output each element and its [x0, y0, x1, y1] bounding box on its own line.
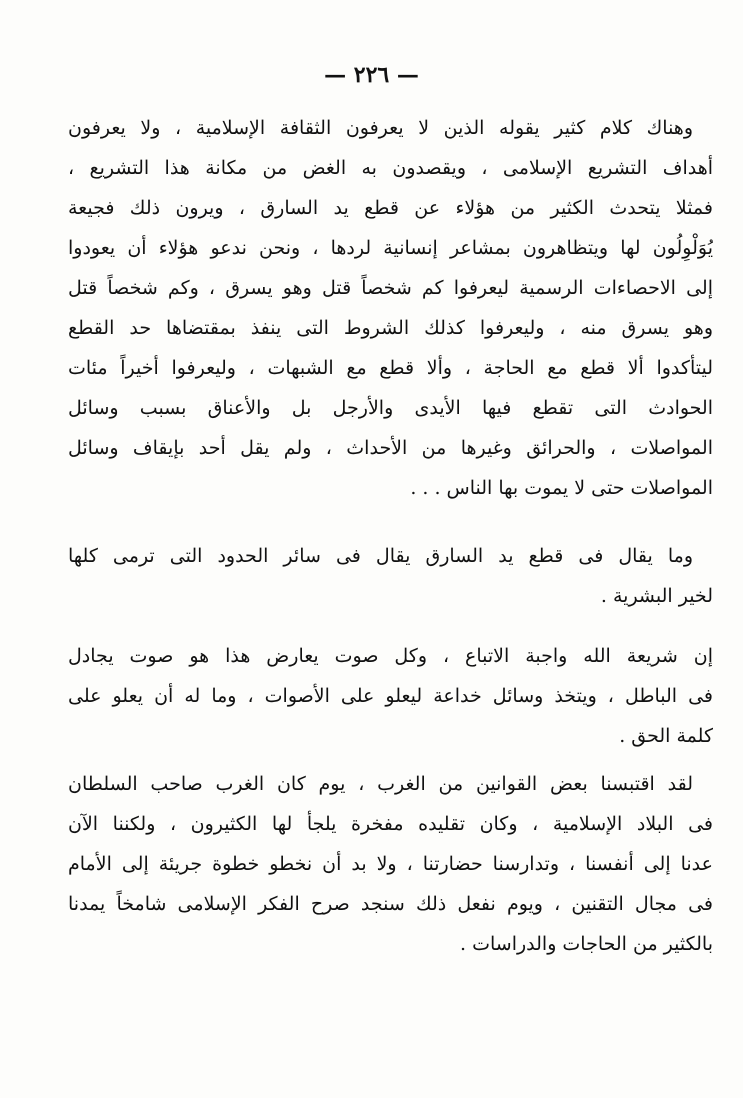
text-line: فى الباطل ، ويتخذ وسائل خداعة ليعلو على الأصوات ، وما له أن يعلو على [68, 685, 713, 707]
paragraph-1 [68, 108, 713, 508]
text-line: ليتأكدوا ألا قطع مع الحاجة ، وألا قطع مع الشبهات ، وليعرفوا أخيراً مئات [68, 357, 713, 379]
text-line: المواصلات ، والحرائق وغيرها من الأحداث ، ولم يقل أحد بإيقاف وسائل [68, 437, 713, 459]
text-line: وما يقال فى قطع يد السارق يقال فى سائر الحدود التى ترمى كلها [68, 545, 693, 567]
text-line: لقد اقتبسنا بعض القوانين من الغرب ، يوم كان الغرب صاحب السلطان [68, 773, 693, 795]
paragraph-3 [68, 636, 713, 756]
text-line: المواصلات حتى لا يموت بها الناس . . . [410, 477, 713, 499]
text-line: عدنا إلى أنفسنا ، وتدارسنا حضارتنا ، ولا بد أن نخطو خطوة جريئة إلى الأمام [68, 853, 713, 875]
text-line: إلى الاحصاءات الرسمية ليعرفوا كم شخصاً قتل وهو يسرق ، وكم شخصاً قتل [68, 277, 713, 299]
text-line: بالكثير من الحاجات والدراسات . [460, 933, 713, 955]
page-number: — ٢٢٦ — [324, 62, 419, 88]
paragraph-2 [68, 536, 713, 616]
text-line: فمثلا يتحدث الكثير من هؤلاء عن قطع يد السارق ، ويرون ذلك فجيعة [68, 197, 713, 219]
text-line: فى البلاد الإسلامية ، وكان تقليده مفخرة يلجأ لها الكثيرون ، ولكننا الآن [68, 813, 713, 835]
text-line: الحوادث التى تقطع فيها الأيدى والأرجل بل والأعناق بسبب وسائل [68, 397, 713, 419]
text-line: كلمة الحق . [619, 725, 713, 747]
text-line: يُوَلْوِلُون لها ويتظاهرون بمشاعر إنسانية لردها ، ونحن ندعو هؤلاء أن يعودوا [68, 237, 713, 259]
text-line: وهناك كلام كثير يقوله الذين لا يعرفون الثقافة الإسلامية ، ولا يعرفون [68, 117, 693, 139]
text-line: إن شريعة الله واجبة الاتباع ، وكل صوت يعارض هذا هو صوت يجادل [68, 645, 713, 667]
text-line: أهداف التشريع الإسلامى ، ويقصدون به الغض من مكانة هذا التشريع ، [68, 157, 713, 179]
paragraph-4 [68, 764, 713, 964]
text-line: وهو يسرق منه ، وليعرفوا كذلك الشروط التى ينفذ بمقتضاها حد القطع [68, 317, 713, 339]
text-line: لخير البشرية . [600, 585, 713, 607]
text-line: فى مجال التقنين ، ويوم نفعل ذلك سنجد صرح الفكر الإسلامى شامخاً يمدنا [68, 893, 713, 915]
